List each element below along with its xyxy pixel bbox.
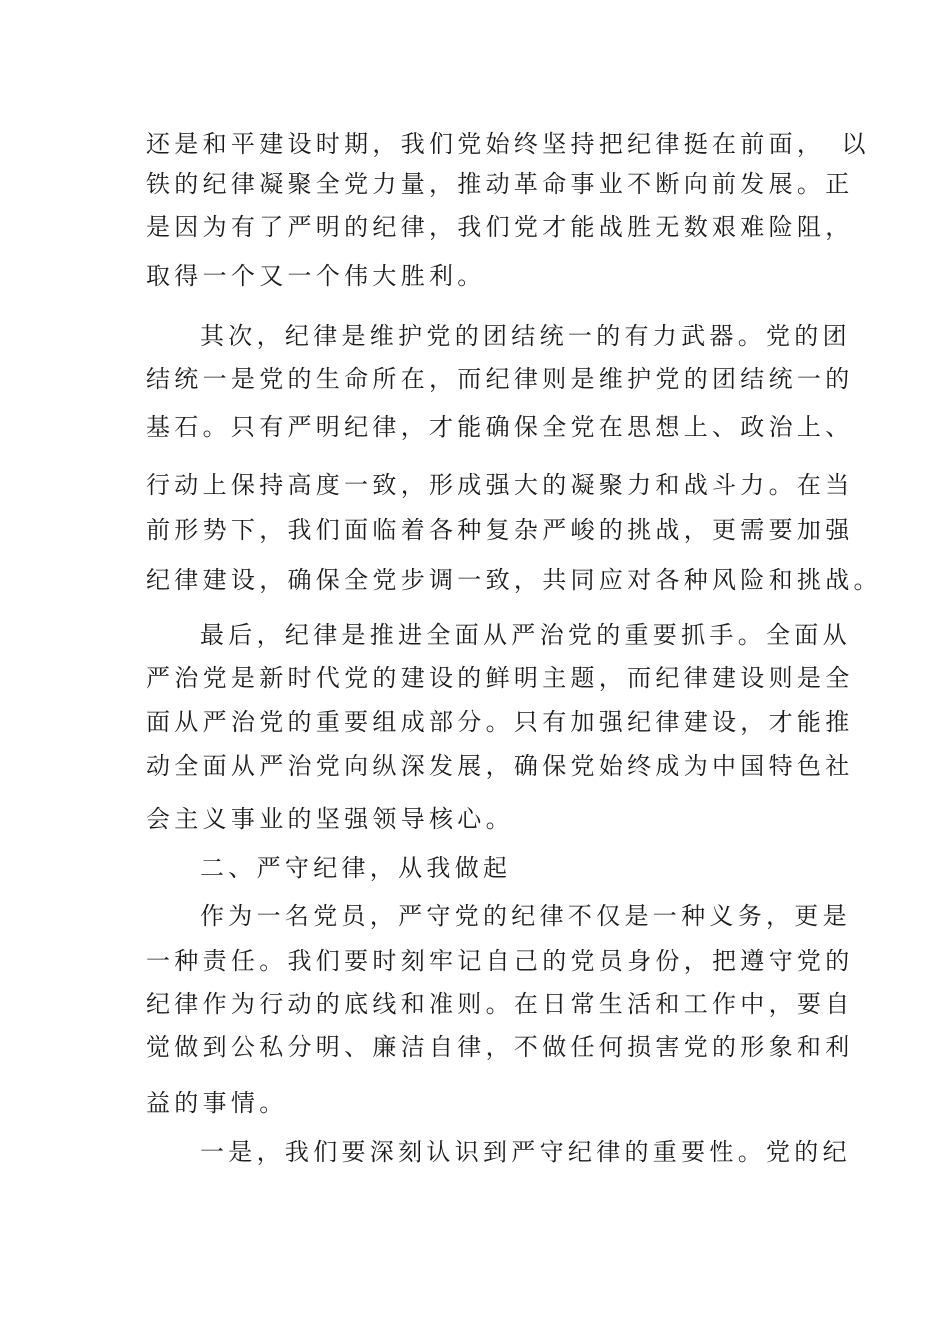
text-line: 纪律作为行动的底线和准则。在日常生活和工作中，要自 bbox=[146, 990, 854, 1018]
text-line: 还是和平建设时期，我们党始终坚持把纪律挺在前面， 以 bbox=[146, 130, 870, 158]
paragraph-start-line: 一是，我们要深刻认识到严守纪律的重要性。党的纪 bbox=[200, 1138, 851, 1166]
text-line: 觉做到公私分明、廉洁自律，不做任何损害党的形象和利 bbox=[146, 1033, 854, 1061]
text-line: 纪律建设，确保全党步调一致，共同应对各种风险和挑战。 bbox=[146, 566, 882, 594]
paragraph-start-line: 作为一名党员，严守党的纪律不仅是一种义务，更是 bbox=[200, 902, 851, 930]
text-line: 益的事情。 bbox=[146, 1089, 288, 1117]
text-line: 前形势下，我们面临着各种复杂严峻的挑战，更需要加强 bbox=[146, 516, 854, 544]
text-line: 是因为有了严明的纪律，我们党才能战胜无数艰难险阻， bbox=[146, 213, 854, 241]
text-line: 结统一是党的生命所在，而纪律则是维护党的团结统一的 bbox=[146, 365, 854, 393]
paragraph-start-line: 其次，纪律是维护党的团结统一的有力武器。党的团 bbox=[200, 322, 851, 350]
text-line: 一种责任。我们要时刻牢记自己的党员身份，把遵守党的 bbox=[146, 947, 854, 975]
section-heading: 二、严守纪律，从我做起 bbox=[200, 854, 512, 882]
text-line: 会主义事业的坚强领导核心。 bbox=[146, 805, 514, 833]
text-line: 严治党是新时代党的建设的鲜明主题，而纪律建设则是全 bbox=[146, 664, 854, 692]
text-line: 面从严治党的重要组成部分。只有加强纪律建设，才能推 bbox=[146, 708, 854, 736]
text-line: 动全面从严治党向纵深发展，确保党始终成为中国特色社 bbox=[146, 752, 854, 780]
text-line: 行动上保持高度一致，形成强大的凝聚力和战斗力。在当 bbox=[146, 471, 854, 499]
text-line: 取得一个又一个伟大胜利。 bbox=[146, 262, 486, 290]
paragraph-start-line: 最后，纪律是推进全面从严治党的重要抓手。全面从 bbox=[200, 621, 851, 649]
text-line: 基石。只有严明纪律，才能确保全党在思想上、政治上、 bbox=[146, 413, 854, 441]
text-line: 铁的纪律凝聚全党力量，推动革命事业不断向前发展。正 bbox=[146, 170, 854, 198]
